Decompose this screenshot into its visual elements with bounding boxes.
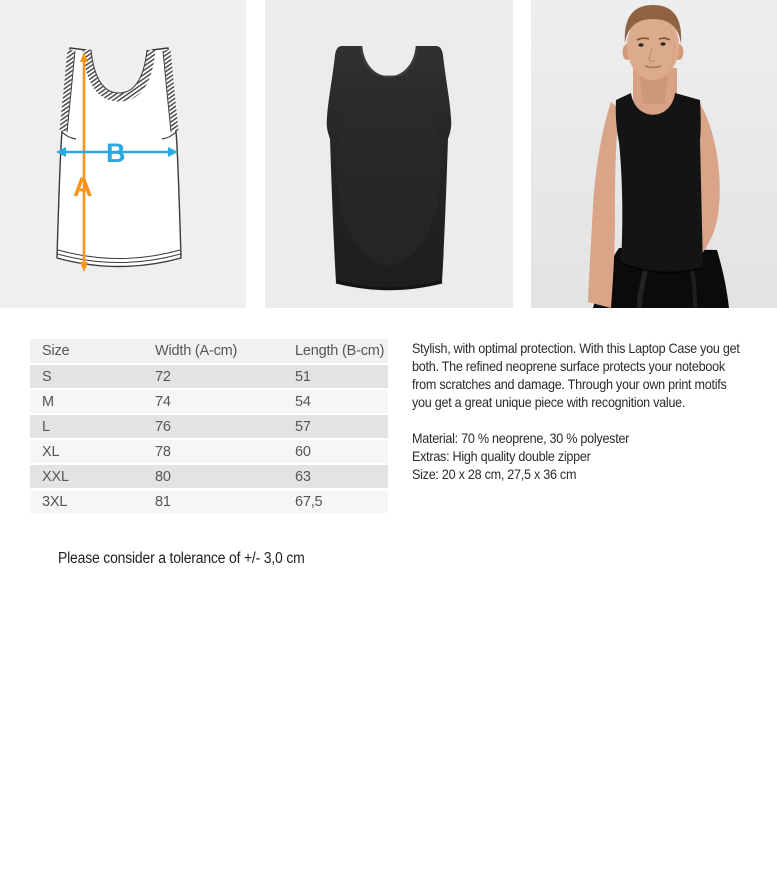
cell-width: 72: [143, 364, 283, 389]
table-row: [30, 464, 388, 489]
product-description: [412, 339, 741, 483]
product-image-gallery: [0, 0, 777, 308]
table-row: [30, 439, 388, 464]
cell-size: M: [30, 389, 143, 414]
cell-length: 67,5: [283, 489, 388, 514]
product-image-flat[interactable]: [265, 0, 513, 308]
cell-length: 63: [283, 464, 388, 489]
table-row: [30, 414, 388, 439]
table-row: [30, 489, 388, 514]
description-extras: Extras: High quality double zipper: [412, 448, 591, 464]
black-tank-top-photo: [265, 0, 513, 308]
model-wearing-tank-top-photo: [531, 0, 777, 308]
tank-top-measurement-drawing: [0, 0, 246, 308]
cell-width: 76: [143, 414, 283, 439]
cell-size: 3XL: [30, 489, 143, 514]
column-header-length: Length (B-cm): [283, 339, 388, 364]
cell-width: 80: [143, 464, 283, 489]
cell-length: 54: [283, 389, 388, 414]
cell-width: 81: [143, 489, 283, 514]
description-paragraph: Stylish, with optimal protection. With this Laptop Case you get both. The refined neoprene surface protects your notebook from scratches and damage. Through your own print motifs you get a great unique piece with recognition value.: [412, 340, 740, 410]
measure-label-a: A: [73, 172, 93, 202]
size-table-header-row: [30, 339, 388, 364]
cell-width: 74: [143, 389, 283, 414]
cell-width: 78: [143, 439, 283, 464]
product-details-section: [0, 339, 777, 515]
cell-size: L: [30, 414, 143, 439]
cell-length: 60: [283, 439, 388, 464]
description-size: Size: 20 x 28 cm, 27,5 x 36 cm: [412, 466, 577, 482]
cell-size: S: [30, 364, 143, 389]
cell-length: 57: [283, 414, 388, 439]
column-header-size: Size: [30, 339, 143, 364]
column-header-width: Width (A-cm): [143, 339, 283, 364]
description-material: Material: 70 % neoprene, 30 % polyester: [412, 430, 630, 446]
cell-size: XXL: [30, 464, 143, 489]
table-row: [30, 389, 388, 414]
table-row: [30, 364, 388, 389]
cell-length: 51: [283, 364, 388, 389]
product-image-model[interactable]: [531, 0, 777, 308]
fabric-highlight: [337, 75, 441, 265]
tolerance-note: Please consider a tolerance of +/- 3,0 cm: [58, 550, 305, 567]
model-tank-top: [616, 93, 703, 272]
cell-size: XL: [30, 439, 143, 464]
product-image-measurement-diagram[interactable]: [0, 0, 246, 308]
size-table: [30, 339, 388, 515]
measure-label-b: B: [106, 138, 126, 168]
